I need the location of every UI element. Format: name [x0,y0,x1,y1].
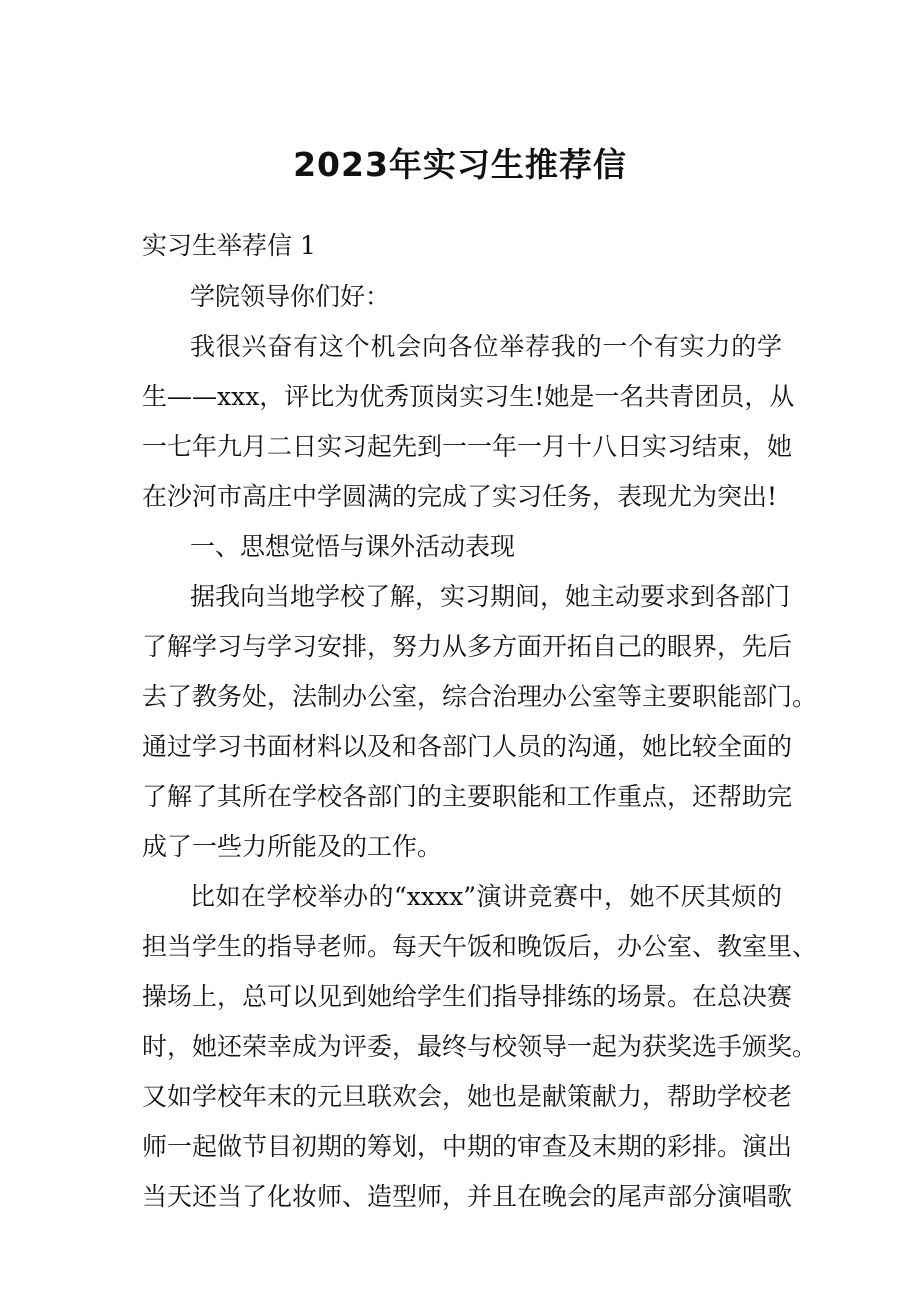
paragraph-line: 担当学生的指导老师。每天午饭和晚饭后，办公室、教室里、 [142,932,818,961]
paragraph-line: 了解学习与学习安排，努力从多方面开拓自己的眼界，先后 [142,632,793,661]
paragraph-line: 当天还当了化妆师、造型师，并且在晚会的尾声部分演唱歌 [142,1182,793,1211]
paragraph-line: 在沙河市高庄中学圆满的完成了实习任务，表现尤为突出! [142,482,778,511]
paragraph-line: 又如学校年末的元旦联欢会，她也是献策献力，帮助学校老 [142,1082,793,1111]
paragraph-line: 去了教务处，法制办公室，综合治理办公室等主要职能部门。 [142,682,818,711]
paragraph-line: 时，她还荣幸成为评委，最终与校领导一起为获奖选手颁奖。 [142,1032,818,1061]
section-heading: 一、思想觉悟与课外活动表现 [190,532,516,561]
paragraph-line: 成了一些力所能及的工作。 [142,832,443,861]
salutation: 学院领导你们好： [190,282,391,311]
paragraph-line: 据我向当地学校了解，实习期间，她主动要求到各部门 [190,582,791,611]
paragraph-line: 比如在学校举办的“xxxx”演讲竞赛中，她不厌其烦的 [190,882,782,911]
paragraph-line: 通过学习书面材料以及和各部门人员的沟通，她比较全面的 [142,732,793,761]
letter-heading: 实习生举荐信 1 [142,231,316,260]
paragraph-line: 操场上，总可以见到她给学生们指导排练的场景。在总决赛 [142,982,793,1011]
document-title: 2023年实习生推荐信 [293,145,627,184]
paragraph-line: 了解了其所在学校各部门的主要职能和工作重点，还帮助完 [142,782,793,811]
paragraph-line: 一七年九月二日实习起先到一一年一月十八日实习结束，她 [142,432,793,461]
paragraph-line: 师一起做节目初期的筹划，中期的审查及末期的彩排。演出 [142,1132,793,1161]
paragraph-line: 生——xxx，评比为优秀顶岗实习生!她是一名共青团员，从 [142,382,795,411]
paragraph-line: 我很兴奋有这个机会向各位举荐我的一个有实力的学 [190,332,782,361]
